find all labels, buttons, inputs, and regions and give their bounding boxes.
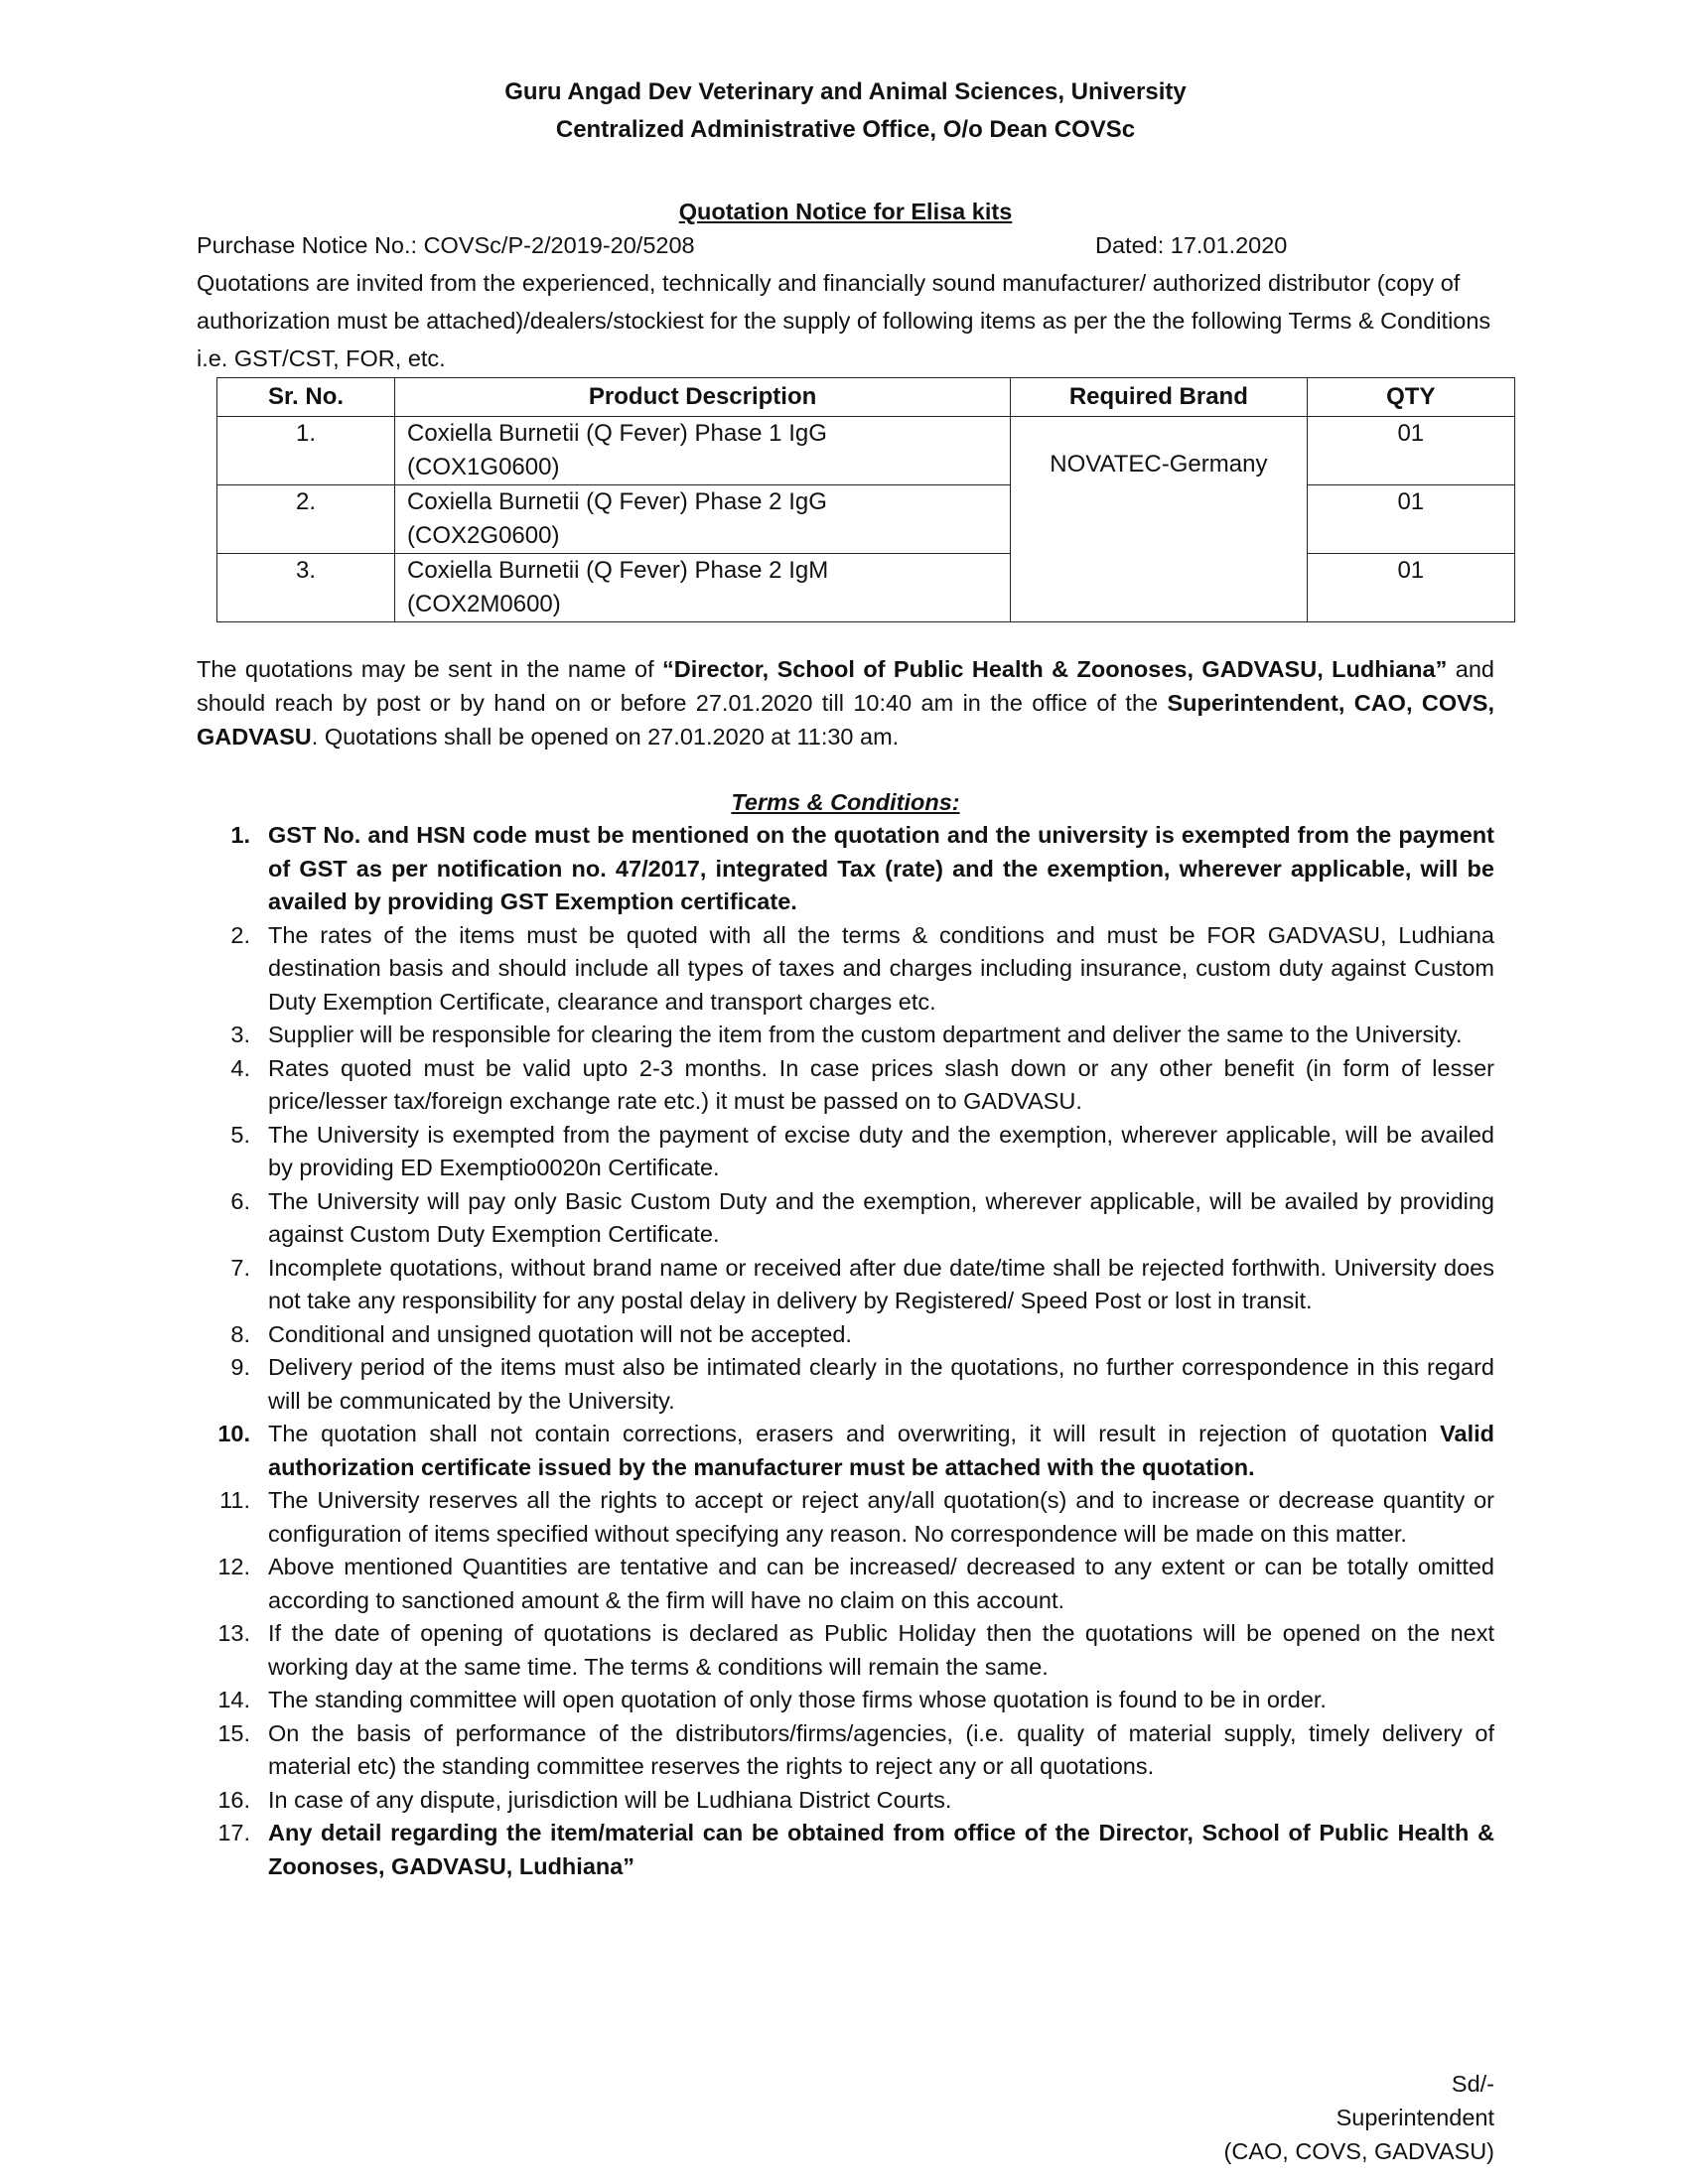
- office-name: Centralized Administrative Office, O/o Dean COVSc: [555, 116, 1136, 143]
- notice-date: Dated: 17.01.2020: [1095, 232, 1288, 258]
- description-cell: [395, 485, 1011, 554]
- term-text: Incomplete quotations, without brand name or received after due date/time shall be rejected forthwith. University does not take any responsibility for any postal delay in delivery by Registered/ Speed Post or lost in transit.: [268, 1254, 1494, 1313]
- term-text: If the date of opening of quotations is declared as Public Holiday then the quotations will be opened on the next working day at the same time. The terms & conditions will remain the same.: [268, 1620, 1494, 1680]
- qty-cell: 01: [1307, 554, 1514, 622]
- term-number: 10.: [217, 1421, 250, 1446]
- term-number: 15.: [217, 1719, 250, 1746]
- notice-meta: [197, 226, 1494, 264]
- term-number: 4.: [230, 1054, 250, 1081]
- term-text: The University will pay only Basic Custom Duty and the exemption, wherever applicable, will be availed by providing against Custom Duty Exemption Certificate.: [268, 1187, 1494, 1247]
- header-required-brand: Required Brand: [1011, 378, 1307, 417]
- signature-sd: Sd/-: [1451, 2071, 1494, 2097]
- term-text: The quotation shall not contain corrections, erasers and overwriting, it will result in rejection of quotation: [268, 1421, 1428, 1446]
- product-name: Coxiella Burnetii (Q Fever) Phase 2 IgG: [407, 488, 827, 515]
- term-text: Above mentioned Quantities are tentative and can be increased/ decreased to any extent or can be totally omitted according to sanctioned amount & the firm will have no claim on this account.: [268, 1554, 1494, 1613]
- term-number: 8.: [230, 1320, 250, 1347]
- term-text: GST No. and HSN code must be mentioned on the quotation and the university is exempted from the payment of GST as per notification no. 47/2017, integrated Tax (rate) and the exemption, wherever applicable, will be availed by providing GST Exemption certificate.: [268, 822, 1494, 914]
- header-product-description: Product Description: [395, 378, 1011, 417]
- term-number: 7.: [230, 1254, 250, 1281]
- qty-cell: 01: [1307, 485, 1514, 554]
- sr-no-cell: 3.: [217, 554, 395, 622]
- product-name: Coxiella Burnetii (Q Fever) Phase 1 IgG: [407, 420, 827, 447]
- term-item: [197, 1119, 1494, 1185]
- term-text: Any detail regarding the item/material can be obtained from office of the Director, School of Public Health & Zoonoses, GADVASU, Ludhiana”: [268, 1820, 1494, 1879]
- term-text: The standing committee will open quotation of only those firms whose quotation is found to be in order.: [268, 1687, 1327, 1712]
- header-sr-no: Sr. No.: [217, 378, 395, 417]
- term-number: 14.: [217, 1687, 250, 1712]
- term-item: [197, 1817, 1494, 1883]
- table-header-row: [217, 378, 1515, 417]
- term-text: On the basis of performance of the distributors/firms/agencies, (i.e. quality of material supply, timely delivery of material etc) the standing committee reserves the rights to reject any or all quotations.: [268, 1719, 1494, 1779]
- table-row: [217, 485, 1515, 554]
- term-text-wrapper: [268, 1418, 1494, 1484]
- term-item: [197, 1717, 1494, 1784]
- signature-block: [1224, 2067, 1494, 2168]
- term-item: [197, 1185, 1494, 1252]
- notice-title: Quotation Notice for Elisa kits: [678, 199, 1013, 224]
- term-item: [197, 1551, 1494, 1617]
- product-code: (COX2G0600): [407, 522, 560, 549]
- description-cell: [395, 554, 1011, 622]
- term-number: 12.: [217, 1554, 250, 1579]
- submission-office: Superintendent, CAO, COVS, GADVASU: [197, 690, 1494, 750]
- term-number: 13.: [217, 1620, 250, 1646]
- header-qty: QTY: [1307, 378, 1514, 417]
- term-number: 6.: [230, 1187, 250, 1214]
- table-row: [217, 554, 1515, 622]
- term-number: 3.: [230, 1022, 250, 1047]
- product-name: Coxiella Burnetii (Q Fever) Phase 2 IgM: [407, 557, 829, 584]
- product-code: (COX2M0600): [407, 591, 561, 617]
- term-item: [197, 1252, 1494, 1318]
- term-number: 2.: [230, 921, 250, 948]
- term-item: [197, 919, 1494, 1020]
- term-item: [197, 1351, 1494, 1418]
- term-text: The University reserves all the rights to accept or reject any/all quotation(s) and to increase or decrease quantity or configuration of items specified without specifying any reason. No correspondence will be made on this matter.: [268, 1487, 1494, 1547]
- addressee: “Director, School of Public Health & Zoonoses, GADVASU, Ludhiana”: [662, 656, 1448, 682]
- term-number: 16.: [217, 1786, 250, 1813]
- term-bold-text: Valid authorization certificate issued by the manufacturer must be attached with the quotation.: [268, 1421, 1494, 1480]
- submission-paragraph: [197, 652, 1494, 753]
- intro-paragraph: Quotations are invited from the experienced, technically and financially sound manufacturer/ authorized distributor (copy of authorization must be attached)/dealers/stockiest for the supply of following items as per the the following Terms & Conditions i.e. GST/CST, FOR, etc.: [197, 270, 1491, 371]
- term-item: [197, 1418, 1494, 1484]
- submission-text-2: and should reach by post or by hand on or before 27.01.2020 till 10:40 am in the office of the: [197, 656, 1494, 716]
- university-name: Guru Angad Dev Veterinary and Animal Sciences, University: [504, 78, 1187, 105]
- term-text: Conditional and unsigned quotation will not be accepted.: [268, 1320, 852, 1347]
- term-text: The rates of the items must be quoted with all the terms & conditions and must be FOR GADVASU, Ludhiana destination basis and should include all types of taxes and charges including insurance, custom duty against Custom Duty Exemption Certificate, clearance and transport charges etc.: [268, 921, 1494, 1015]
- term-item: [197, 1484, 1494, 1551]
- term-text: Delivery period of the items must also be intimated clearly in the quotations, no further correspondence in this regard will be communicated by the University.: [268, 1354, 1494, 1414]
- brand-cell: NOVATEC-Germany: [1011, 417, 1307, 622]
- sr-no-cell: 2.: [217, 485, 395, 554]
- term-number: 11.: [219, 1487, 250, 1513]
- term-number: 9.: [230, 1354, 250, 1380]
- term-number: 5.: [230, 1121, 250, 1148]
- term-item: [197, 819, 1494, 919]
- submission-text-1: The quotations may be sent in the name of: [197, 656, 663, 682]
- description-cell: [395, 417, 1011, 485]
- terms-title: Terms & Conditions:: [731, 789, 960, 815]
- term-text: In case of any dispute, jurisdiction will be Ludhiana District Courts.: [268, 1786, 952, 1813]
- term-item: [197, 1684, 1494, 1717]
- qty-cell: 01: [1307, 417, 1514, 485]
- term-item: [197, 1019, 1494, 1052]
- term-item: [197, 1318, 1494, 1352]
- signature-office: (CAO, COVS, GADVASU): [1223, 2138, 1494, 2164]
- sr-no-cell: 1.: [217, 417, 395, 485]
- table-row: [217, 417, 1515, 485]
- signature-designation: Superintendent: [1336, 2105, 1494, 2130]
- term-text: Rates quoted must be valid upto 2-3 months. In case prices slash down or any other benefit (in form of lesser price/lesser tax/foreign exchange rate etc.) it must be passed on to GADVASU.: [268, 1054, 1494, 1114]
- term-item: [197, 1784, 1494, 1818]
- term-item: [197, 1617, 1494, 1684]
- term-item: [197, 1052, 1494, 1119]
- items-table: [216, 377, 1515, 622]
- term-number: 17.: [217, 1820, 250, 1845]
- term-text: The University is exempted from the payment of excise duty and the exemption, wherever applicable, will be availed by providing ED Exemptio0020n Certificate.: [268, 1121, 1494, 1180]
- product-code: (COX1G0600): [407, 454, 560, 480]
- purchase-notice-number: Purchase Notice No.: COVSc/P-2/2019-20/5208: [197, 232, 695, 258]
- term-number: 1.: [230, 822, 250, 848]
- term-text: Supplier will be responsible for clearing the item from the custom department and deliver the same to the University.: [268, 1022, 1463, 1047]
- terms-list: [197, 819, 1494, 1883]
- submission-text-3: . Quotations shall be opened on 27.01.2020 at 11:30 am.: [311, 724, 900, 750]
